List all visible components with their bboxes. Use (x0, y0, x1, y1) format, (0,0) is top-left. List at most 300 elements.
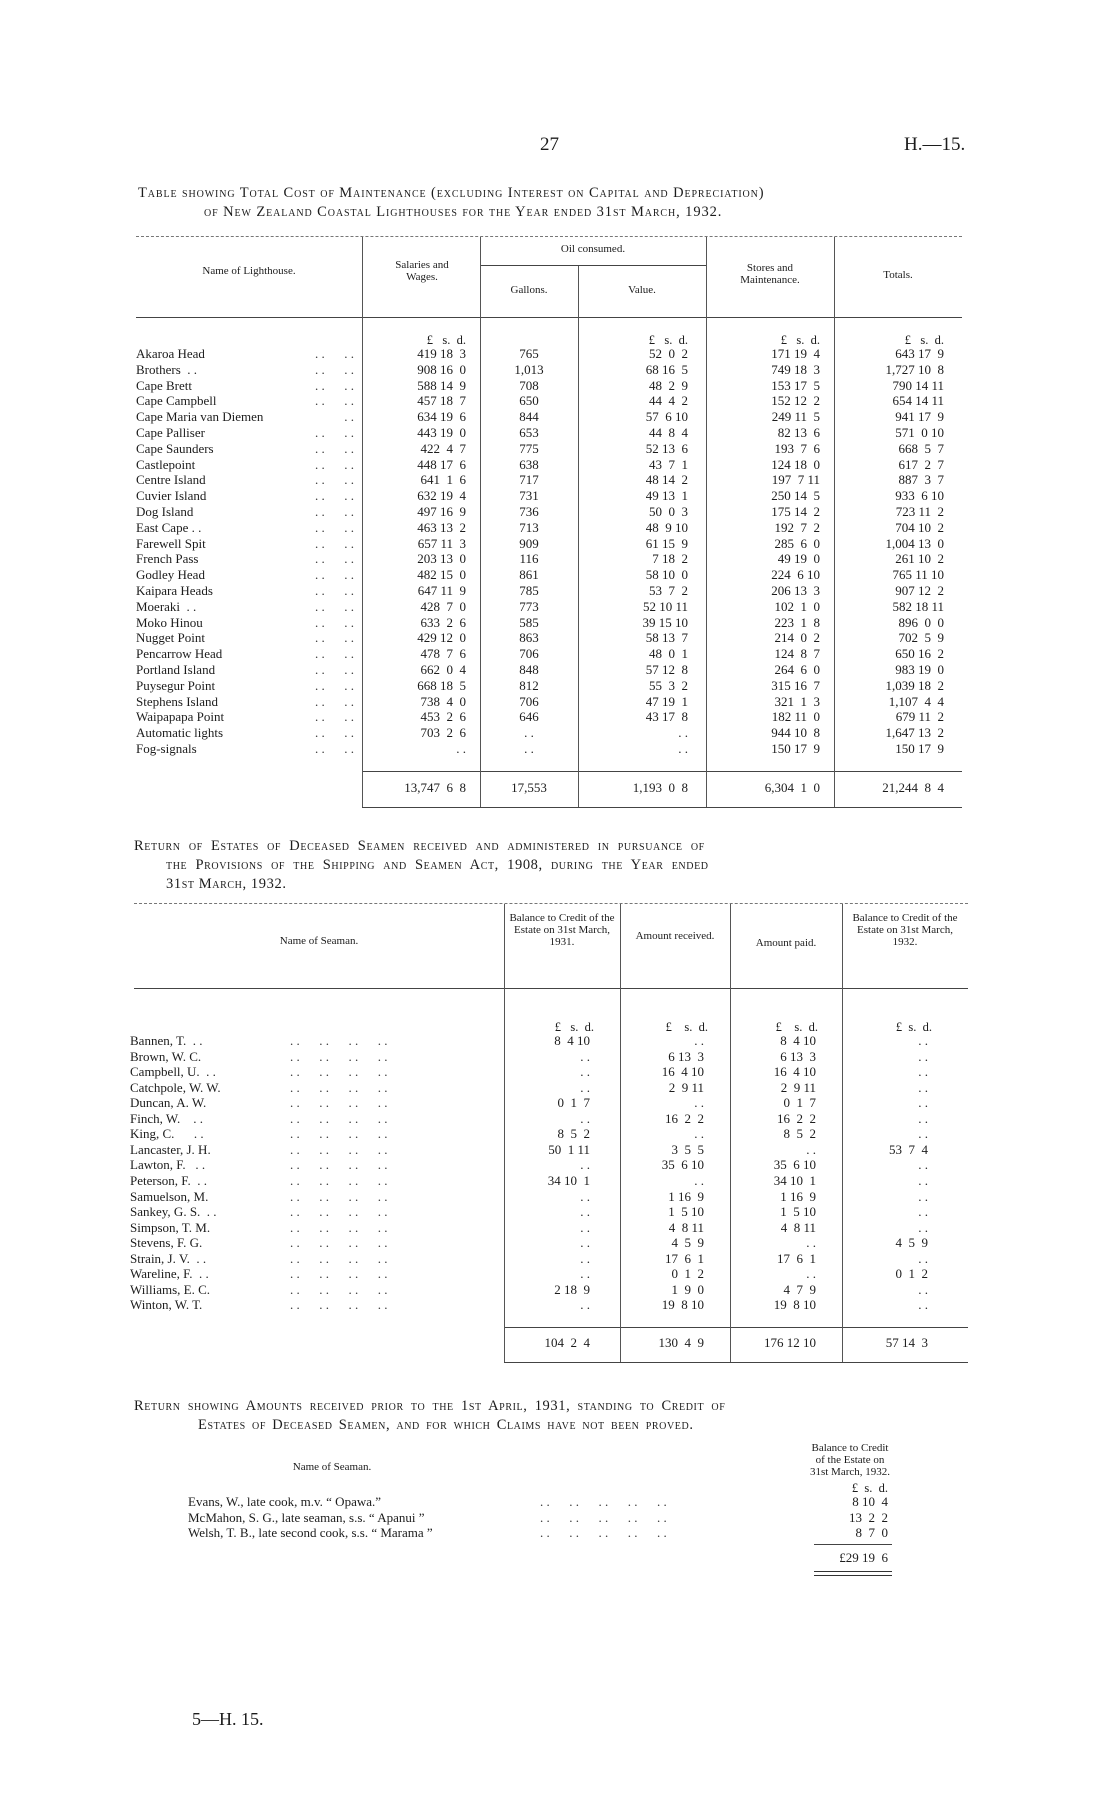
gallons-cell: 765 (519, 346, 539, 361)
paid-cell: 35 6 10 (773, 1157, 816, 1172)
lighthouse-name: Moeraki . . (136, 599, 197, 614)
balance-1931-cell: . . (580, 1297, 590, 1312)
value-cell: 52 10 11 (642, 599, 688, 614)
paid-cell: 19 8 10 (773, 1297, 816, 1312)
lighthouse-name: Godley Head (136, 567, 205, 582)
gallons-cell: 812 (519, 678, 539, 693)
balance-1931-cell: . . (580, 1235, 590, 1250)
leader-dots: . . . . (302, 488, 354, 503)
salaries-cell: 497 16 9 (417, 504, 466, 519)
balance-1931-cell: 8 5 2 (557, 1126, 590, 1141)
leader-dots: . . . . (295, 520, 354, 535)
leader-dots: . . . . . . . . (290, 1204, 388, 1219)
paid-cell: 0 1 7 (783, 1095, 816, 1110)
seaman-name: Lawton, F. . . (130, 1157, 206, 1172)
table2-units-received: £ s. d. (665, 1020, 708, 1034)
totals-cell: 933 6 10 (895, 488, 944, 503)
received-cell: 35 6 10 (661, 1157, 704, 1172)
stores-cell: 206 13 3 (771, 583, 820, 598)
salaries-cell: 588 14 9 (417, 378, 466, 393)
totals-cell: 650 16 2 (895, 646, 944, 661)
page-number: 27 (540, 134, 559, 155)
lighthouse-name: Nugget Point (136, 630, 205, 645)
value-cell: 57 6 10 (645, 409, 688, 424)
lighthouse-name: French Pass (136, 551, 199, 566)
balance-1931-cell: 50 1 11 (548, 1142, 590, 1157)
paid-cell: 8 4 10 (780, 1033, 816, 1048)
gallons-cell: 773 (519, 599, 539, 614)
table2-title-line2: the Provisions of the Shipping and Seamen Act, 1908, during the Year ended (166, 857, 709, 873)
table1-header-rule (136, 317, 962, 318)
balance-1931-cell: 0 1 7 (557, 1095, 590, 1110)
seaman-name: Catchpole, W. W. (130, 1080, 221, 1095)
lighthouse-name: Portland Island (136, 662, 216, 677)
lighthouse-name: Cape Brett (136, 378, 192, 393)
salaries-cell: 662 0 4 (420, 662, 466, 677)
value-cell: 55 3 2 (649, 678, 688, 693)
leader-dots: . . . . (295, 362, 354, 377)
table3-title-line2: Estates of Deceased Seamen, and for which Claims have not been proved. (198, 1417, 694, 1433)
balance-1931-cell: . . (580, 1220, 590, 1235)
paid-cell: 4 7 9 (783, 1282, 816, 1297)
value-cell: 44 8 4 (649, 425, 688, 440)
page-footer: 5—H. 15. (192, 1709, 264, 1729)
leader-dots: . . . . . . . . (290, 1157, 388, 1172)
leader-dots: . . . . . . . . . . (540, 1494, 667, 1509)
received-cell: 16 2 2 (665, 1111, 704, 1126)
table1-total-value: 1,193 0 8 (632, 780, 688, 795)
stores-cell: 182 11 0 (771, 709, 820, 724)
table1-header-value: Value. (628, 284, 656, 296)
table1-header-totals: Totals. (883, 269, 913, 281)
lighthouse-name: Cape Campbell (136, 393, 217, 408)
table3-total: £29 19 6 (839, 1550, 888, 1565)
balance-1932-cell: . . (918, 1111, 928, 1126)
lighthouse-name: Castlepoint (136, 457, 196, 472)
gallons-cell: 713 (519, 520, 539, 535)
table3-title-line1: Return showing Amounts received prior to the 1st April, 1931, standing to Credit of (134, 1398, 726, 1414)
salaries-cell: 641 1 6 (420, 472, 466, 487)
balance-1932-cell: . . (918, 1251, 928, 1266)
stores-cell: 197 7 11 (771, 472, 820, 487)
table1-sum-rule (362, 771, 962, 772)
table3-header-balance-l2: of the Estate on (815, 1454, 885, 1466)
table1-title-line2: of New Zealand Coastal Lighthouses for the Year ended 31st March, 1932. (204, 204, 723, 220)
seaman-name: Brown, W. C. (130, 1049, 202, 1064)
balance-1932-cell: . . (918, 1064, 928, 1079)
stores-cell: 175 14 2 (771, 504, 820, 519)
table2-title-line3: 31st March, 1932. (166, 876, 287, 892)
value-cell: . . (678, 741, 688, 756)
lighthouse-name: Moko Hinou (136, 615, 203, 630)
totals-cell: 1,039 18 2 (885, 678, 944, 693)
received-cell: 6 13 3 (668, 1049, 704, 1064)
table1-top-rule (136, 236, 962, 237)
gallons-cell: 1,013 (514, 362, 544, 377)
balance-1932-cell: . . (918, 1282, 928, 1297)
stores-cell: 749 18 3 (771, 362, 820, 377)
paid-cell: 4 8 11 (780, 1220, 816, 1235)
table3-header-name: Name of Seaman. (292, 1461, 372, 1473)
table1-total-stores: 6,304 1 0 (764, 780, 820, 795)
leader-dots: . . . . (302, 583, 354, 598)
totals-cell: 983 19 0 (895, 662, 944, 677)
paid-cell: . . (806, 1142, 816, 1157)
leader-dots: . . . . . . . . (290, 1266, 388, 1281)
salaries-cell: 633 2 6 (420, 615, 466, 630)
totals-cell: 261 10 2 (895, 551, 944, 566)
totals-cell: 941 17 9 (895, 409, 944, 424)
lighthouse-name: Puysegur Point (136, 678, 216, 693)
totals-cell: 896 0 0 (898, 615, 944, 630)
lighthouse-name: Waipapapa Point (136, 709, 225, 724)
paid-cell: 1 16 9 (780, 1189, 816, 1204)
paid-cell: 16 2 2 (777, 1111, 816, 1126)
table1-oil-rule (480, 265, 706, 266)
salaries-cell: 457 18 7 (417, 393, 466, 408)
table2-title-line1: Return of Estates of Deceased Seamen received and administered in pursuance of (134, 838, 705, 854)
leader-dots: . . . . . . . . (290, 1142, 388, 1157)
balance-1931-cell: . . (580, 1157, 590, 1172)
table3-units: £ s. d. (851, 1481, 888, 1495)
value-cell: 52 0 2 (649, 346, 688, 361)
lighthouse-name: Stephens Island (136, 694, 218, 709)
stores-cell: 224 6 10 (771, 567, 820, 582)
lighthouse-name: Fog-signals (136, 741, 197, 756)
salaries-cell: 429 12 0 (417, 630, 466, 645)
paid-cell: 8 5 2 (783, 1126, 816, 1141)
totals-cell: 723 11 2 (895, 504, 944, 519)
leader-dots: . . . . (295, 457, 354, 472)
seaman-name: Strain, J. V. . . (130, 1251, 207, 1266)
leader-dots: . . . . (295, 551, 354, 566)
stores-cell: 285 6 0 (774, 536, 820, 551)
seaman-entry: Welsh, T. B., late second cook, s.s. “ Marama ” (188, 1525, 433, 1540)
table1-header-stores: Stores and Maintenance. (740, 262, 800, 286)
salaries-cell: 428 7 0 (420, 599, 466, 614)
lighthouse-name: Farewell Spit (136, 536, 206, 551)
totals-cell: 150 17 9 (895, 741, 944, 756)
paid-cell: . . (806, 1235, 816, 1250)
balance-1931-cell: . . (580, 1266, 590, 1281)
leader-dots: . . . . (311, 346, 354, 361)
totals-cell: 571 0 10 (895, 425, 944, 440)
balance-1931-cell: . . (580, 1251, 590, 1266)
seaman-name: Finch, W. . . (130, 1111, 203, 1126)
seaman-name: Sankey, G. S. . . (130, 1204, 217, 1219)
value-cell: 57 12 8 (645, 662, 688, 677)
leader-dots: . . . . (302, 536, 354, 551)
stores-cell: 192 7 2 (774, 520, 820, 535)
stores-cell: 102 1 0 (774, 599, 820, 614)
totals-cell: 679 11 2 (895, 709, 944, 724)
totals-cell: 1,107 4 4 (888, 694, 944, 709)
balance-1932-cell: . . (918, 1126, 928, 1141)
paid-cell: 6 13 3 (780, 1049, 816, 1064)
received-cell: . . (694, 1173, 704, 1188)
balance-cell: 8 7 0 (855, 1525, 888, 1540)
leader-dots: . . . . (302, 678, 354, 693)
gallons-cell: 731 (519, 488, 539, 503)
leader-dots: . . . . . . . . (290, 1189, 388, 1204)
seaman-name: King, C. . . (130, 1126, 204, 1141)
gallons-cell: 717 (519, 472, 539, 487)
seaman-entry: Evans, W., late cook, m.v. “ Opawa.” (188, 1494, 382, 1509)
paid-cell: . . (806, 1266, 816, 1281)
value-cell: 58 13 7 (645, 630, 688, 645)
gallons-cell: 653 (519, 425, 539, 440)
lighthouse-name: Centre Island (136, 472, 206, 487)
gallons-cell: 909 (519, 536, 539, 551)
gallons-cell: . . (524, 741, 534, 756)
balance-1931-cell: . . (580, 1189, 590, 1204)
table1-total-gallons: 17,553 (511, 780, 547, 795)
seaman-name: Samuelson, M. (130, 1189, 209, 1204)
leader-dots: . . . . (295, 504, 354, 519)
gallons-cell: 650 (519, 393, 539, 408)
table2-header-paid: Amount paid. (755, 937, 817, 949)
gallons-cell: 706 (519, 646, 539, 661)
paid-cell: 2 9 11 (780, 1080, 816, 1095)
totals-cell: 1,647 13 2 (885, 725, 944, 740)
received-cell: 16 4 10 (661, 1064, 704, 1079)
totals-cell: 582 18 11 (892, 599, 944, 614)
received-cell: . . (694, 1095, 704, 1110)
leader-dots: . . . . . . . . (290, 1111, 388, 1126)
value-cell: 52 13 6 (645, 441, 688, 456)
received-cell: 1 5 10 (668, 1204, 704, 1219)
paid-cell: 16 4 10 (773, 1064, 816, 1079)
leader-dots: . . . . (302, 441, 354, 456)
table1-header-oil: Oil consumed. (560, 243, 626, 255)
salaries-cell: 463 13 2 (417, 520, 466, 535)
lighthouse-name: Pencarrow Head (136, 646, 223, 661)
value-cell: 43 17 8 (645, 709, 688, 724)
salaries-cell: 908 16 0 (417, 362, 466, 377)
gallons-cell: 646 (519, 709, 539, 724)
salaries-cell: 453 2 6 (420, 709, 466, 724)
table1-title-line1: Table showing Total Cost of Maintenance (excluding Interest on Capital and Depreciation) (138, 185, 765, 201)
balance-1932-cell: . . (918, 1220, 928, 1235)
lighthouse-name: Cape Palliser (136, 425, 205, 440)
totals-cell: 1,727 10 8 (885, 362, 944, 377)
salaries-cell: 703 2 6 (420, 725, 466, 740)
seaman-name: Duncan, A. W. (130, 1095, 207, 1110)
table2-header-name: Name of Seaman. (279, 935, 359, 947)
lighthouse-name: Kaipara Heads (136, 583, 213, 598)
gallons-cell: 116 (519, 551, 539, 566)
table1-header-name: Name of Lighthouse. (202, 265, 296, 277)
totals-cell: 790 14 11 (892, 378, 944, 393)
leader-dots: . . . . . . . . (290, 1235, 388, 1250)
balance-1931-cell: . . (580, 1111, 590, 1126)
balance-1932-cell: . . (918, 1297, 928, 1312)
value-cell: 61 15 9 (645, 536, 688, 551)
salaries-cell: 634 19 6 (417, 409, 466, 424)
table2-units-paid: £ s. d. (775, 1020, 818, 1034)
lighthouse-name: Brothers . . (136, 362, 198, 377)
seaman-name: Simpson, T. M. (130, 1220, 211, 1235)
seaman-name: Stevens, F. G. (130, 1235, 203, 1250)
gallons-cell: 848 (519, 662, 539, 677)
stores-cell: 944 10 8 (771, 725, 820, 740)
table2-header-balance-1931: Balance to Credit of the Estate on 31st March, 1931. (509, 912, 615, 948)
stores-cell: 152 12 2 (771, 393, 820, 408)
totals-cell: 654 14 11 (892, 393, 944, 408)
value-cell: . . (678, 725, 688, 740)
received-cell: 1 9 0 (671, 1282, 704, 1297)
totals-cell: 1,004 13 0 (885, 536, 944, 551)
totals-cell: 702 5 9 (898, 630, 944, 645)
salaries-cell: 422 4 7 (420, 441, 466, 456)
lighthouse-name: East Cape . . (136, 520, 202, 535)
table1-header-gallons: Gallons. (510, 284, 548, 296)
balance-1931-cell: 8 4 10 (554, 1033, 590, 1048)
leader-dots: . . . . (295, 567, 354, 582)
value-cell: 7 18 2 (652, 551, 688, 566)
balance-cell: 13 2 2 (849, 1510, 888, 1525)
table2-total-paid: 176 12 10 (764, 1335, 816, 1350)
leader-dots: . . (337, 409, 354, 424)
value-cell: 48 9 10 (645, 520, 688, 535)
salaries-cell: . . (456, 741, 466, 756)
table1-units-value: £ s. d. (648, 333, 688, 347)
stores-cell: 124 8 7 (774, 646, 820, 661)
salaries-cell: 478 7 6 (420, 646, 466, 661)
balance-1932-cell: . . (918, 1173, 928, 1188)
table3-header-balance-l3: 31st March, 1932. (809, 1466, 891, 1478)
balance-cell: 8 10 4 (852, 1494, 888, 1509)
salaries-cell: 419 18 3 (417, 346, 466, 361)
value-cell: 53 7 2 (649, 583, 688, 598)
seaman-name: Bannen, T. . . (130, 1033, 203, 1048)
totals-cell: 887 3 7 (898, 472, 944, 487)
table2-header-balance-1932: Balance to Credit of the Estate on 31st March, 1932. (852, 912, 958, 948)
leader-dots: . . . . . . . . (290, 1173, 388, 1188)
lighthouse-name: Akaroa Head (136, 346, 205, 361)
lighthouse-name: Cape Saunders (136, 441, 214, 456)
leader-dots: . . . . (308, 725, 354, 740)
gallons-cell: 775 (519, 441, 539, 456)
totals-cell: 704 10 2 (895, 520, 944, 535)
salaries-cell: 657 11 3 (417, 536, 466, 551)
balance-1932-cell: . . (918, 1049, 928, 1064)
table1-units-salaries: £ s. d. (426, 333, 466, 347)
table2-units-balance-1931: £ s. d. (554, 1020, 594, 1034)
gallons-cell: 844 (519, 409, 539, 424)
balance-1932-cell: . . (918, 1157, 928, 1172)
table1-header-salaries: Salaries and Wages. (395, 259, 449, 283)
seaman-name: Williams, E. C. (130, 1282, 210, 1297)
lighthouse-name: Dog Island (136, 504, 194, 519)
lighthouse-name: Automatic lights (136, 725, 224, 740)
balance-1931-cell: . . (580, 1080, 590, 1095)
balance-1931-cell: . . (580, 1204, 590, 1219)
paid-cell: 17 6 1 (777, 1251, 816, 1266)
received-cell: 19 8 10 (661, 1297, 704, 1312)
leader-dots: . . . . (295, 599, 354, 614)
leader-dots: . . . . . . . . (290, 1080, 388, 1095)
salaries-cell: 632 19 4 (417, 488, 466, 503)
seaman-name: Campbell, U. . . (130, 1064, 216, 1079)
paid-cell: 1 5 10 (780, 1204, 816, 1219)
received-cell: 3 5 5 (671, 1142, 704, 1157)
leader-dots: . . . . . . . . (290, 1220, 388, 1235)
stores-cell: 153 17 5 (771, 378, 820, 393)
balance-1932-cell: . . (918, 1033, 928, 1048)
value-cell: 43 7 1 (649, 457, 688, 472)
totals-cell: 668 5 7 (898, 441, 944, 456)
table1-total-totals: 21,244 8 4 (882, 780, 944, 795)
leader-dots: . . . . (302, 646, 354, 661)
table2-sum-rule (504, 1327, 968, 1328)
balance-1932-cell: 4 5 9 (895, 1235, 928, 1250)
table3-sum-rule (814, 1544, 892, 1545)
gallons-cell: 706 (519, 694, 539, 709)
gallons-cell: 708 (519, 378, 539, 393)
gallons-cell: 785 (519, 583, 539, 598)
leader-dots: . . . . (302, 630, 354, 645)
stores-cell: 315 16 7 (771, 678, 820, 693)
leader-dots: . . . . (308, 709, 354, 724)
stores-cell: 223 1 8 (774, 615, 820, 630)
seaman-entry: McMahon, S. G., late seaman, s.s. “ Apanui ” (188, 1510, 425, 1525)
received-cell: 4 5 9 (671, 1235, 704, 1250)
table1-bottom-rule (362, 807, 962, 808)
leader-dots: . . . . . . . . (290, 1033, 388, 1048)
salaries-cell: 647 11 9 (417, 583, 466, 598)
gallons-cell: . . (524, 725, 534, 740)
table3-header-balance-l1: Balance to Credit (811, 1442, 889, 1454)
leader-dots: . . . . (302, 425, 354, 440)
stores-cell: 82 13 6 (777, 425, 820, 440)
leader-dots: . . . . (302, 694, 354, 709)
balance-1932-cell: . . (918, 1080, 928, 1095)
leader-dots: . . . . (302, 472, 354, 487)
value-cell: 58 10 0 (645, 567, 688, 582)
table1-units-totals: £ s. d. (904, 333, 944, 347)
value-cell: 44 4 2 (649, 393, 688, 408)
balance-1932-cell: 0 1 2 (895, 1266, 928, 1281)
stores-cell: 193 7 6 (774, 441, 820, 456)
balance-1931-cell: . . (580, 1049, 590, 1064)
balance-1931-cell: 2 18 9 (554, 1282, 590, 1297)
gallons-cell: 861 (519, 567, 539, 582)
value-cell: 49 13 1 (645, 488, 688, 503)
value-cell: 48 0 1 (649, 646, 688, 661)
value-cell: 68 16 5 (645, 362, 688, 377)
table2-units-balance-1932: £ s. d. (895, 1020, 932, 1034)
balance-1932-cell: . . (918, 1204, 928, 1219)
stores-cell: 49 19 0 (777, 551, 820, 566)
balance-1932-cell: . . (918, 1189, 928, 1204)
balance-1932-cell: 53 7 4 (889, 1142, 928, 1157)
leader-dots: . . . . . . . . (290, 1282, 388, 1297)
stores-cell: 264 6 0 (774, 662, 820, 677)
table3-double-rule (814, 1571, 892, 1576)
salaries-cell: 738 4 0 (420, 694, 466, 709)
value-cell: 50 0 3 (649, 504, 688, 519)
seaman-name: Winton, W. T. (130, 1297, 203, 1312)
totals-cell: 907 12 2 (895, 583, 944, 598)
gallons-cell: 585 (519, 615, 539, 630)
table2-total-received: 130 4 9 (658, 1335, 704, 1350)
leader-dots: . . . . . . . . (290, 1049, 388, 1064)
leader-dots: . . . . (295, 378, 354, 393)
leader-dots: . . . . . . . . (290, 1126, 388, 1141)
gallons-cell: 863 (519, 630, 539, 645)
received-cell: 17 6 1 (665, 1251, 704, 1266)
